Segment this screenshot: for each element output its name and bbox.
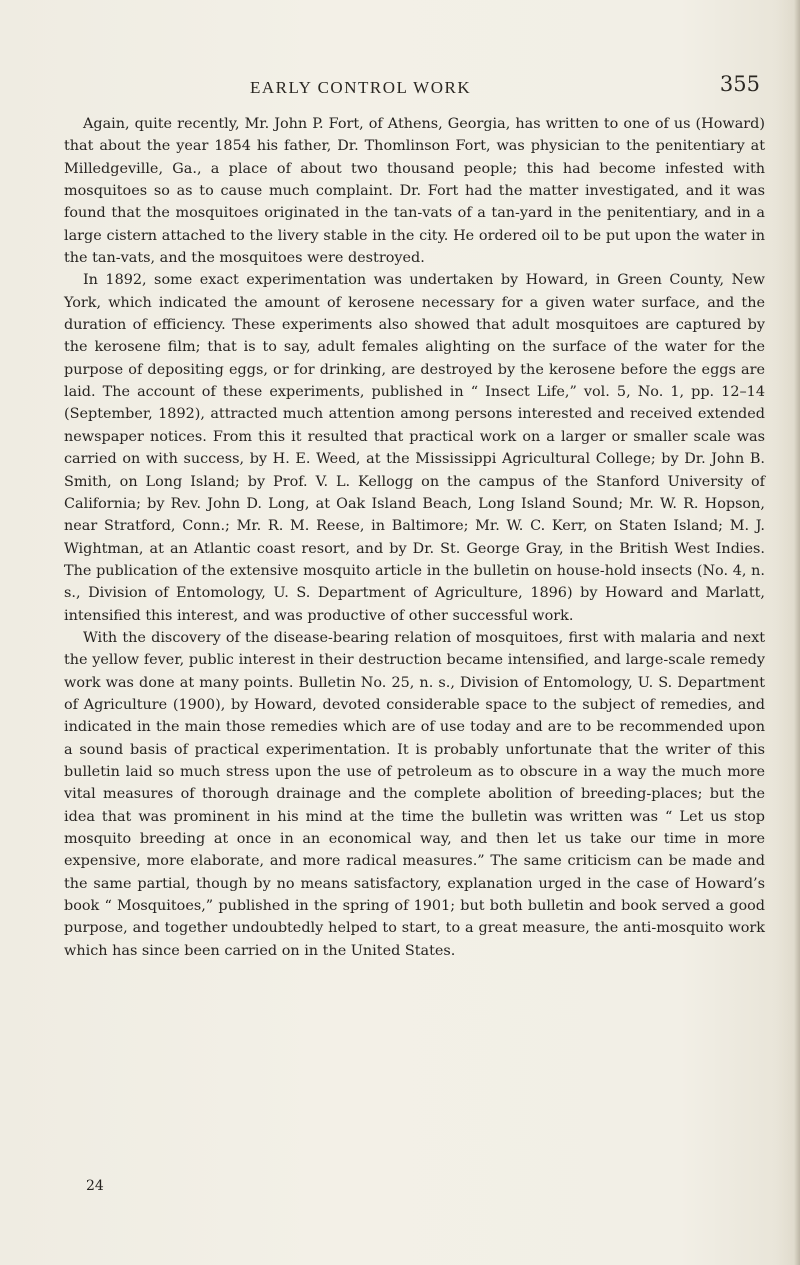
page-header bbox=[60, 72, 770, 106]
running-head: EARLY CONTROL WORK bbox=[250, 78, 472, 97]
paragraph: With the discovery of the disease-bearing relation of mosquitoes, first with malaria and next the yellow fever, public interest in their destruction became intensified, and large-scale remedy work was done at many points. Bulletin No. 25, n. s., Division of Entomology, U. S. Department of Agriculture (1900), by Howard, devoted considerable space to the subject of remedies, and indicated in the main those remedies which are of use today and are to be recommended upon a sound basis of practical experimentation. It is probably unfortunate that the writer of this bulletin laid so much stress upon the use of petroleum as to obscure in a way the much more vital measures of thorough drainage and the complete abolition of breeding-places; but the idea that was prominent in his mind at the time the bulletin was written was “ Let us stop mosquito breeding at once in an economical way, and then let us take our time in more expensive, more elaborate, and more radical measures.” The same criticism can be made and the same partial, though by no means satisfactory, explanation urged in the case of Howard’s book “ Mosquitoes,” published in the spring of 1901; but both bulletin and book served a good purpose, and together undoubtedly helped to start, to a great measure, the anti-mosquito work which has since been carried on in the United States. bbox=[64, 629, 765, 959]
page-number: 355 bbox=[719, 72, 760, 96]
body-text bbox=[64, 113, 765, 962]
paragraph: In 1892, some exact experimentation was undertaken by Howard, in Green County, New York, which indicated the amount of kerosene necessary for a given water surface, and the duration of efficiency. These experiments also showed that adult mosquitoes are captured by the kerosene film; that is to say, adult females alighting on the surface of the water for the purpose of depositing eggs, or for drinking, are destroyed by the kerosene before the eggs are laid. The account of these experiments, published in “ Insect Life,” vol. 5, No. 1, pp. 12–14 (September, 1892), attracted much attention among persons interested and received extended newspaper notices. From this it resulted that practical work on a larger or smaller scale was carried on with success, by H. E. Weed, at the Mississippi Agricultural College; by Dr. John B. Smith, on Long Island; by Prof. V. L. Kellogg on the campus of the Stanford University of California; by Rev. John D. Long, at Oak Island Beach, Long Island Sound; Mr. W. R. Hopson, near Stratford, Conn.; Mr. R. M. Reese, in Baltimore; Mr. W. C. Kerr, on Staten Island; M. J. Wightman, at an Atlantic coast resort, and by Dr. St. George Gray, in the British West Indies. The publication of the extensive mosquito article in the bulletin on house-hold insects (No. 4, n. s., Division of Entomology, U. S. Department of Agriculture, 1896) by Howard and Marlatt, intensified this interest, and was productive of other successful work. bbox=[64, 272, 765, 624]
signature-mark: 24 bbox=[86, 1178, 104, 1194]
paragraph: Again, quite recently, Mr. John P. Fort, of Athens, Georgia, has written to one of us (Howard) that about the year 1854 his father, Dr. Thomlinson Fort, was physician to the penitentiary at Milledgeville, Ga., a place of about two thousand people; this had become infested with mosquitoes so as to cause much complaint. Dr. Fort had the matter investigated, and it was found that the mosquitoes originated in the tan-vats of a tan-yard in the penitentiary, and in a large cistern attached to the livery stable in the city. He ordered oil to be put upon the water in the tan-vats, and the mosquitoes were destroyed. bbox=[64, 116, 765, 267]
page-edge-shadow bbox=[794, 0, 800, 1265]
